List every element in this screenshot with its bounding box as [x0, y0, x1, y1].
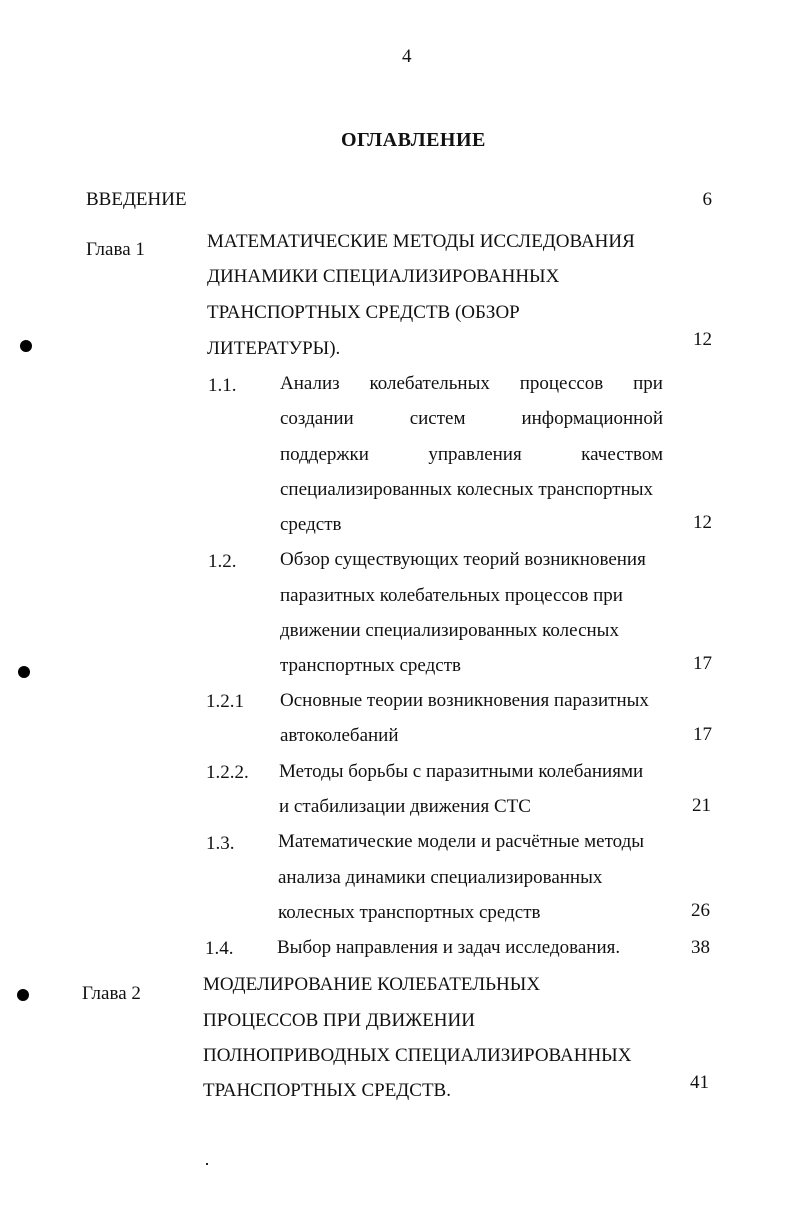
section-word: процессов — [519, 373, 604, 394]
page-number: 4 — [402, 46, 412, 67]
section-word: поддержки — [280, 444, 369, 465]
chapter2-title-line: ТРАНСПОРТНЫХ СРЕДСТВ. — [203, 1080, 451, 1101]
chapter1-title-line: ТРАНСПОРТНЫХ СРЕДСТВ (ОБЗОР — [207, 302, 520, 323]
section-page: 17 — [693, 653, 712, 674]
section-word: создании — [280, 408, 354, 429]
section-word: управления — [428, 444, 522, 465]
section-page: 17 — [693, 724, 712, 745]
section-title-line: средств — [280, 514, 342, 535]
section-word: систем — [409, 408, 466, 429]
section-word: колебательных — [369, 373, 490, 394]
section-word: качеством — [581, 444, 663, 465]
section-title-line: Основные теории возникновения паразитных — [280, 690, 649, 711]
punch-hole-dot — [20, 340, 32, 352]
section-title-line: паразитных колебательных процессов при — [280, 585, 623, 606]
chapter1-title-line: ЛИТЕРАТУРЫ). — [207, 338, 341, 359]
chapter2-title-line: ПОЛНОПРИВОДНЫХ СПЕЦИАЛИЗИРОВАННЫХ — [203, 1045, 632, 1066]
section-title-line: специализированных колесных транспортных — [280, 479, 654, 500]
section-title-line — [280, 444, 663, 466]
chapter1-page: 12 — [693, 329, 712, 350]
section-page: 26 — [691, 900, 710, 921]
section-title-line: Математические модели и расчётные методы — [278, 831, 645, 852]
section-title-line — [280, 373, 663, 395]
section-number: 1.4. — [205, 938, 234, 959]
section-page: 21 — [692, 795, 711, 816]
chapter1-title-line: МАТЕМАТИЧЕСКИЕ МЕТОДЫ ИССЛЕДОВАНИЯ — [207, 231, 635, 252]
section-number: 1.1. — [208, 375, 237, 396]
section-number: 1.2.1 — [206, 691, 244, 712]
punch-hole-dot — [17, 989, 29, 1001]
section-title-line — [280, 408, 663, 430]
section-number: 1.2.2. — [206, 762, 249, 783]
section-number: 1.3. — [206, 833, 235, 854]
chapter2-title-line: МОДЕЛИРОВАНИЕ КОЛЕБАТЕЛЬНЫХ — [203, 974, 541, 995]
section-word: Анализ — [280, 373, 340, 394]
section-word: информационной — [521, 408, 663, 429]
section-title-line: Выбор направления и задач исследования. — [277, 937, 621, 958]
section-title-line: анализа динамики специализированных — [278, 867, 603, 888]
chapter1-title-line: ДИНАМИКИ СПЕЦИАЛИЗИРОВАННЫХ — [207, 266, 560, 287]
toc-intro-page: 6 — [702, 189, 712, 210]
section-title-line: колесных транспортных средств — [278, 902, 541, 923]
chapter2-label: Глава 2 — [82, 983, 141, 1004]
punch-hole-dot — [18, 666, 30, 678]
page-title: ОГЛАВЛЕНИЕ — [341, 129, 486, 151]
chapter1-label: Глава 1 — [86, 239, 145, 260]
section-page: 38 — [691, 937, 710, 958]
chapter2-title-line: ПРОЦЕССОВ ПРИ ДВИЖЕНИИ — [203, 1010, 475, 1031]
section-title-line: движении специализированных колесных — [280, 620, 619, 641]
section-title-line: и стабилизации движения СТС — [279, 796, 531, 817]
section-word: при — [633, 373, 663, 394]
chapter2-page: 41 — [690, 1072, 709, 1093]
section-title-line: Методы борьбы с паразитными колебаниями — [279, 761, 644, 782]
scan-speck — [206, 1163, 208, 1165]
toc-intro-label: ВВЕДЕНИЕ — [86, 189, 187, 210]
section-page: 12 — [693, 512, 712, 533]
section-title-line: транспортных средств — [280, 655, 461, 676]
section-title-line: Обзор существующих теорий возникновения — [280, 549, 646, 570]
section-title-line: автоколебаний — [280, 725, 399, 746]
section-number: 1.2. — [208, 551, 237, 572]
